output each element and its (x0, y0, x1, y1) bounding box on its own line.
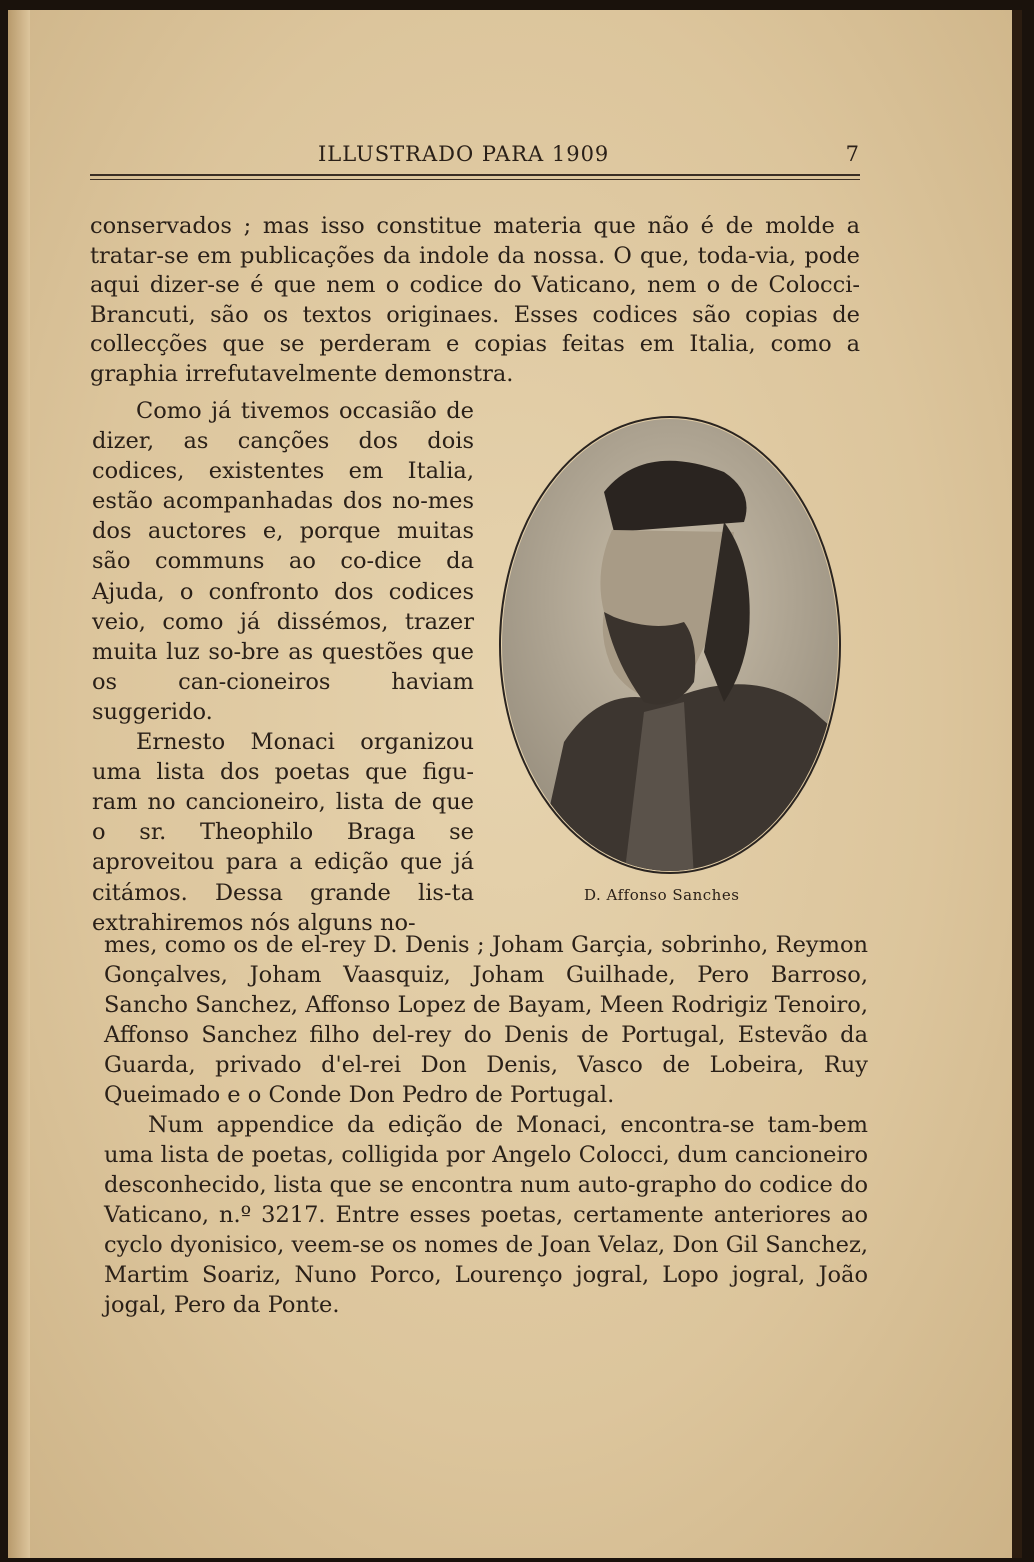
header-rule-thin (90, 179, 860, 180)
paragraph-4: Num appendice da edição de Monaci, encontra-se tam-bem uma lista de poetas, colligida por Angelo Colocci, dum cancioneiro desconhecido, lista que se encontra num auto-grapho do codice do Vaticano, n.º 3217. Entre esses poetas, certamente anteriores ao cyclo dyonisico, veem-se os nomes de Joan Velaz, Don Gil Sanchez, Martim Soariz, Nuno Porco, Lourenço jogral, Lopo jogral, João jogal, Pero da Ponte. (104, 1112, 868, 1318)
figure-caption: D. Affonso Sanches (584, 886, 740, 904)
page-number: 7 (845, 142, 860, 166)
portrait-figure (494, 412, 848, 878)
header-rule (90, 174, 860, 176)
paragraph-3-start: Ernesto Monaci organizou uma lista dos poetas que figu-ram no cancioneiro, lista de que o sr. Theophilo Braga se aproveitou para a edição que já citámos. Dessa grande lis-ta extrahiremos nós alguns no- (92, 729, 474, 936)
continued-text (104, 930, 868, 1320)
paragraph-2: Como já tivemos occasião de dizer, as canções dos dois codices, existentes em Italia, estão acompanhadas dos no-mes dos auctores e, porque muitas são communs ao co-dice da Ajuda, o confronto dos codices veio, como já dissémos, trazer muita luz so-bre as questões que os can-cioneiros haviam suggerido. (92, 398, 474, 725)
portrait-image (494, 412, 848, 878)
paragraph-3-end: mes, como os de el-rey D. Denis ; Joham Garçia, sobrinho, Reymon Gonçalves, Joham Vaasquiz, Joham Guilhade, Pero Barroso, Sancho Sanchez, Affonso Lopez de Bayam, Meen Rodrigiz Tenoiro, Affonso Sanchez filho del-rey do Denis de Portugal, Estevão da Guarda, privado d'el-rei Don Denis, Vasco de Lobeira, Ruy Queimado e o Conde Don Pedro de Portugal. (104, 932, 868, 1108)
header-title: ILLUSTRADO PARA 1909 (318, 142, 610, 166)
paragraph-1: conservados ; mas isso constitue materia que não é de molde a tratar-se em publicações da indole da nossa. O que, toda-via, pode aqui dizer-se é que nem o codice do Vaticano, nem o de Colocci-Brancuti, são os textos originaes. Esses codices são copias de collecções que se perderam e copias feitas em Italia, como a graphia irrefutavelmente demonstra. (90, 213, 860, 387)
column-text (92, 396, 474, 938)
running-header (98, 142, 868, 182)
